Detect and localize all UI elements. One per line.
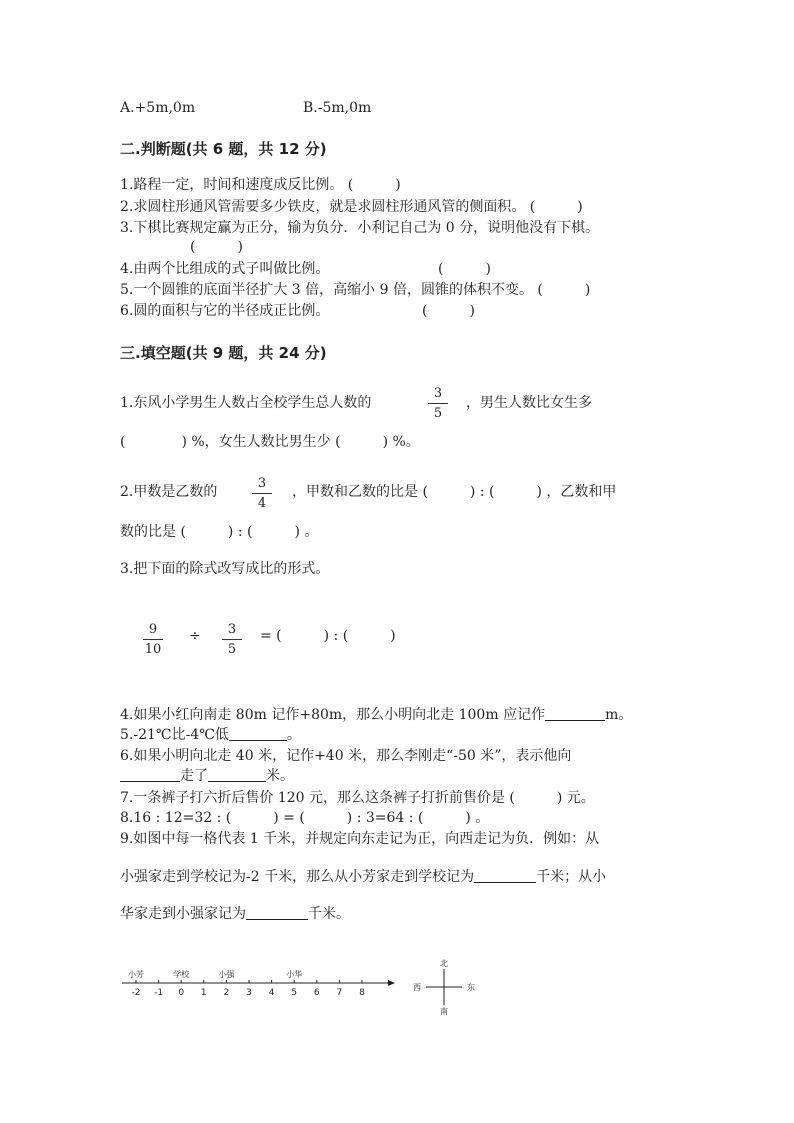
division-sign: ÷: [189, 628, 201, 644]
number-line-tick-label: 8: [359, 988, 365, 998]
option-b: B.-5m,0m: [303, 100, 372, 116]
fill-q9-line2: [120, 868, 606, 886]
section3-title: 三.填空题(共 9 题，共 24 分): [120, 344, 327, 362]
fill-q8: 8.16 : 12=32 : ( ) = ( ) : 3=64 : ( ) 。: [120, 810, 490, 826]
fill-q3-answer: = ( ) : ( ): [260, 628, 396, 644]
number-line-tick-label: 3: [246, 988, 252, 998]
judge-item-6-paren: ( ): [422, 303, 475, 319]
fill-q5: [120, 726, 301, 744]
fill-q9-text-c: 千米；从小: [536, 869, 607, 885]
fill-q9-text-a: 9.如图中每一格代表 1 千米，并规定向东走记为正，向西走记为负．例如：从: [120, 831, 600, 847]
fill-q9-text-d: 华家走到小强家记为: [120, 906, 246, 922]
fraction-numerator: 3: [227, 622, 237, 637]
fraction-denominator: 5: [433, 406, 443, 421]
fraction-numerator: 3: [257, 476, 267, 491]
number-line-arrow: [388, 980, 395, 986]
fill-q1-text-a: 1.东风小学男生人数占全校学生总人数的: [120, 395, 372, 411]
fill-q9-text-e: 千米。: [308, 906, 350, 922]
number-line-tick-label: 2: [223, 988, 230, 998]
compass-west: 西: [413, 983, 421, 992]
judge-item-3-paren: ( ): [190, 239, 243, 255]
number-line-tick-label: 5: [291, 988, 298, 998]
number-line-place-label: 学校: [173, 970, 190, 979]
fill-q9-line3: [120, 905, 350, 923]
fill-q2-text-a: 2.甲数是乙数的: [120, 484, 218, 500]
fill-q4-unit: m。: [605, 707, 633, 723]
judge-item-3: 3.下棋比赛规定赢为正分，输为负分．小利记自己为 0 分，说明他没有下棋。: [120, 220, 600, 236]
judge-item-4-paren: ( ): [438, 261, 491, 277]
number-line-figure: [118, 960, 398, 1010]
fill-q9-text-b: 小强家走到学校记为-2 千米，那么从小芳家走到学校记为: [120, 869, 475, 885]
number-line-tick-label: 4: [268, 988, 275, 998]
fill-q4: [120, 706, 632, 724]
fill-q6-text: 6.如果小明向北走 40 米，记作+40 米，那么李刚走“-50 米”，表示他向: [120, 748, 572, 764]
compass-figure: [404, 955, 484, 1017]
fill-q5-end: 。: [286, 727, 301, 743]
fraction-denominator: 5: [227, 642, 237, 657]
fill-q5-text: 5.-21℃比-4℃低: [120, 727, 229, 743]
answer-blank: [545, 706, 605, 721]
fraction-denominator: 10: [144, 642, 162, 657]
fill-q3-fraction-1: [142, 622, 164, 657]
number-line-tick-label: 1: [200, 988, 207, 998]
judge-item-1: 1.路程一定，时间和速度成反比例。 ( ): [120, 177, 401, 193]
option-a: A.+5m,0m: [120, 100, 196, 116]
fill-q2-fraction: [251, 476, 273, 511]
fraction-numerator: 3: [433, 386, 443, 401]
number-line-tick-label: 0: [178, 988, 185, 998]
fill-q3-fraction-2: [221, 622, 243, 657]
answer-blank: [120, 767, 180, 782]
answer-blank: [474, 868, 536, 883]
judge-item-4: 4.由两个比组成的式子叫做比例。: [120, 261, 330, 277]
fill-q1-text-b: ，男生人数比女生多: [466, 395, 592, 411]
section2-title: 二.判断题(共 6 题，共 12 分): [120, 140, 327, 158]
fill-q4-text: 4.如果小红向南走 80m 记作+80m，那么小明向北走 100m 应记作: [120, 707, 546, 723]
answer-blank: [208, 767, 266, 782]
fill-q1-fraction: [427, 386, 449, 421]
fill-q7: 7.一条裤子打六折后售价 120 元，那么这条裤子打折前售价是 ( ) 元。: [120, 790, 595, 806]
fraction-numerator: 9: [148, 622, 158, 637]
fill-q6-text-b: 走了: [180, 768, 208, 784]
fill-q2-text-b: ，甲数和乙数的比是 ( ) : ( ) ，乙数和甲: [292, 484, 617, 500]
judge-item-6: 6.圆的面积与它的半径成正比例。: [120, 303, 330, 319]
answer-blank: [246, 905, 308, 920]
answer-blank: [229, 726, 287, 741]
fill-q6-line2: [120, 767, 294, 785]
judge-item-5: 5.一个圆锥的底面半径扩大 3 倍，高缩小 9 倍，圆锥的体积不变。 ( ): [120, 282, 591, 298]
number-line-place-label: 小华: [286, 970, 303, 979]
fill-q2-text-c: 数的比是 ( ) : ( ) 。: [120, 524, 319, 540]
number-line-place-label: 小强: [218, 970, 235, 979]
number-line-tick-label: -2: [131, 988, 141, 998]
fill-q3-text: 3.把下面的除式改写成比的形式。: [120, 561, 330, 577]
number-line-place-label: 小芳: [128, 970, 144, 979]
number-line-tick-label: 6: [313, 988, 320, 998]
fill-q6-text-c: 米。: [266, 768, 294, 784]
judge-item-2: 2.求圆柱形通风管需要多少铁皮，就是求圆柱形通风管的侧面积。 ( ): [120, 199, 583, 215]
compass-east: 东: [467, 983, 475, 992]
compass-north: 北: [440, 959, 448, 968]
fill-q1-text-c: ( ) %，女生人数比男生少 ( ) %。: [120, 434, 420, 450]
number-line-tick-label: 7: [336, 988, 343, 998]
fraction-denominator: 4: [257, 496, 267, 511]
compass-south: 南: [440, 1007, 448, 1016]
number-line-tick-label: -1: [154, 988, 164, 998]
